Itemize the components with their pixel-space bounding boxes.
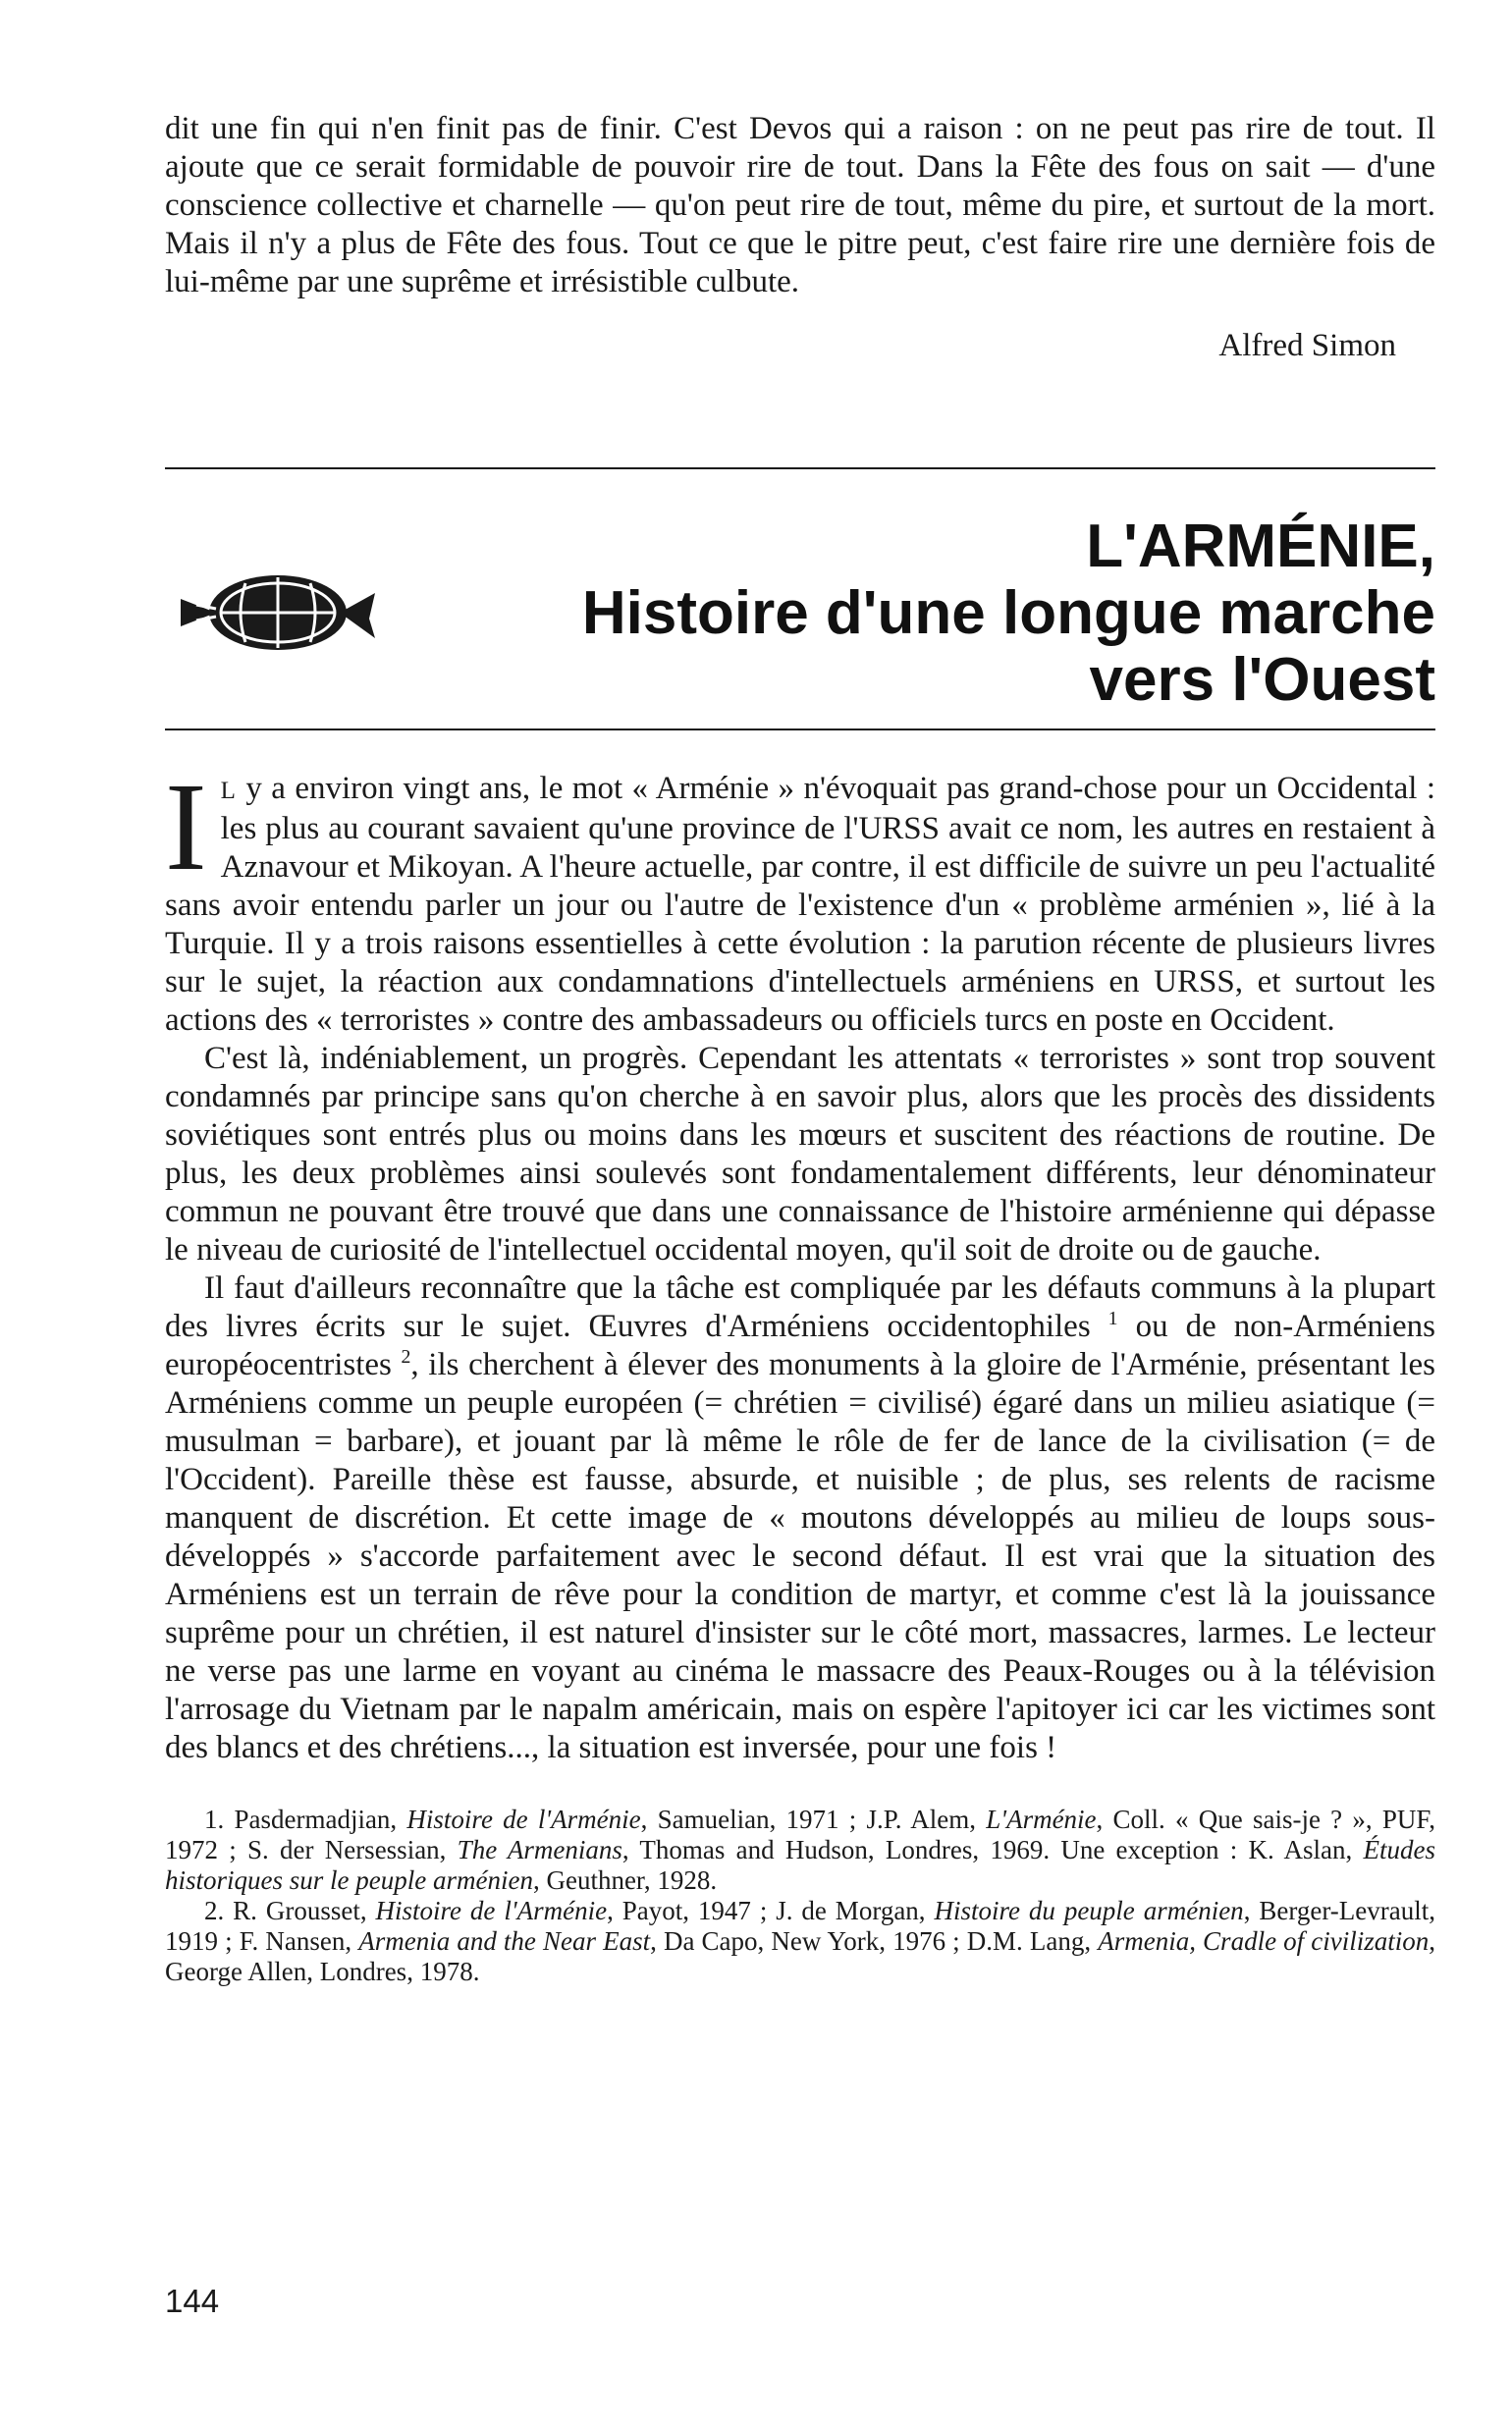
- paragraph-3-text-b: ou de non-Arméniens européocentristes: [165, 1309, 1435, 1382]
- footnote-1: [165, 1805, 1435, 1896]
- footnote-1-text: 1. Pasdermadjian,: [204, 1805, 407, 1834]
- footnote-2-text: 2. R. Grousset,: [204, 1896, 376, 1925]
- footnote-2-text: , Da Capo, New York, 1976 ; D.M. Lang,: [650, 1926, 1099, 1956]
- paragraph-1-text: y a environ vingt ans, le mot « Arménie » n'évoquait pas grand-chose pour un Occidental : les plus au courant savaient qu'une province de l'URSS avait ce nom, les autres en restaient à Aznavour et Mikoyan. A l'heure actuelle, par contre, il est difficile de suivre un peu l'actualité sans avoir entendu parler un jour ou l'autre de l'existence d'un « problème arménien », lié à la Turquie. Il y a trois raisons essentielles à cette évolution : la parution récente de plusieurs livres sur le sujet, la réaction aux condamnations d'intellectuels arméniens en URSS, et surtout les actions des « terroristes » contre des ambassadeurs ou officiels turcs en poste en Occident.: [165, 771, 1435, 1038]
- drop-cap: I: [165, 757, 207, 896]
- globe-logo-icon: [177, 569, 379, 656]
- article-paragraph-3: [165, 1269, 1435, 1767]
- footnote-1-text: , Samuelian, 1971 ; J.P. Alem,: [640, 1805, 987, 1834]
- footnote-2-title: Armenia, Cradle of civilization: [1098, 1926, 1430, 1956]
- paragraph-3-text-c: , ils cherchent à élever des monuments à la gloire de l'Arménie, présentant les Arméniens comme un peuple européen (= chrétien = civilisé) égaré dans un milieu asiatique (= musulman = barbare), et jouant par là même le rôle de fer de lance de la civilisation (= de l'Occident). Pareille thèse est fausse, absurde, et nuisible ; de plus, ses relents de racisme manquent de discrétion. Et cette image de « moutons développés au milieu de loups sous-développés » s'accorde parfaitement avec le second défaut. Il est vrai que la situation des Arméniens est un terrain de rêve pour la condition de martyr, et comme c'est là la jouissance suprême pour un chrétien, il est naturel d'insister sur le côté mort, massacres, larmes. Le lecteur ne verse pas une larme en voyant au cinéma le massacre des Peaux-Rouges ou à la télévision l'arrosage du Vietnam par le napalm américain, mais on espère l'apitoyer ici car les victimes sont des blancs et des chrétiens..., la situation est inversée, pour une fois !: [165, 1347, 1436, 1765]
- footnotes: [165, 1805, 1435, 1987]
- footnote-1-title: Études historiques sur le peuple arménien: [165, 1835, 1435, 1895]
- page: [165, 110, 1435, 1987]
- footnote-2: [165, 1896, 1435, 1987]
- intro-paragraph: dit une fin qui n'en finit pas de finir. C'est Devos qui a raison : on ne peut pas rire de tout. Il ajoute que ce serait formidable de pouvoir rire de tout. Dans la Fête des fous on sait — d'une conscience collective et charnelle — qu'on peut rire de tout, même du pire, et surtout de la mort. Mais il n'y a plus de Fête des fous. Tout ce que le pitre peut, c'est faire rire une dernière fois de lui-même par une suprême et irrésistible culbute.: [165, 111, 1435, 299]
- footnote-1-text: , Coll. « Que sais-je ? », PUF, 1972 ; S. der Nersessian,: [165, 1805, 1435, 1864]
- footnote-2-text: , George Allen, Londres, 1978.: [165, 1926, 1435, 1986]
- author-signature: Alfred Simon: [1218, 328, 1396, 363]
- footnote-ref-2: 2: [401, 1346, 411, 1368]
- footnote-1-title: The Armenians: [457, 1835, 622, 1864]
- article-paragraph-2: C'est là, indéniablement, un progrès. Cependant les attentats « terroristes » sont trop souvent condamnés par principe sans qu'on cherche à en savoir plus, alors que les procès des dissidents soviétiques sont entrés plus ou moins dans les mœurs et suscitent des réactions de routine. De plus, les deux problèmes ainsi soulevés sont fondamentalement différents, leur dénominateur commun ne pouvant être trouvé que dans une connaissance de l'histoire arménienne qui dépasse le niveau de curiosité de l'intellectuel occidental moyen, qu'il soit de droite ou de gauche.: [165, 1041, 1435, 1268]
- footnote-1-text: , Thomas and Hudson, Londres, 1969. Une exception : K. Aslan,: [621, 1835, 1364, 1864]
- footnote-2-text: , Payot, 1947 ; J. de Morgan,: [607, 1896, 935, 1925]
- footnote-2-title: Histoire du peuple arménien: [934, 1896, 1244, 1925]
- paragraph-3-text-a: Il faut d'ailleurs reconnaître que la tâche est compliquée par les défauts communs à la plupart des livres écrits sur le sujet. Œuvres d'Arméniens occidentophiles: [165, 1270, 1435, 1344]
- footnote-2-title: Histoire de l'Arménie: [375, 1896, 608, 1925]
- article-title-line-2: Histoire d'une longue marche: [581, 579, 1435, 647]
- footnote-2-text: , Berger-Levrault, 1919 ; F. Nansen,: [165, 1896, 1435, 1956]
- article-paragraph-1: [165, 757, 1435, 1040]
- article-title-line-3: vers l'Ouest: [1089, 646, 1435, 714]
- article-title-line-1: L'ARMÉNIE,: [1086, 513, 1435, 580]
- footnote-1-text: , Geuthner, 1928.: [532, 1865, 718, 1895]
- footnote-2-title: Armenia and the Near East: [358, 1926, 651, 1956]
- bottom-rule: [165, 729, 1435, 730]
- page-number: 144: [165, 2283, 220, 2319]
- footnote-ref-1: 1: [1107, 1308, 1118, 1329]
- article-body: [165, 757, 1436, 1767]
- footnote-1-title: Histoire de l'Arménie: [406, 1805, 641, 1834]
- small-cap: L: [220, 778, 237, 804]
- article-header: [165, 469, 1435, 714]
- footnote-1-title: L'Arménie: [986, 1805, 1097, 1834]
